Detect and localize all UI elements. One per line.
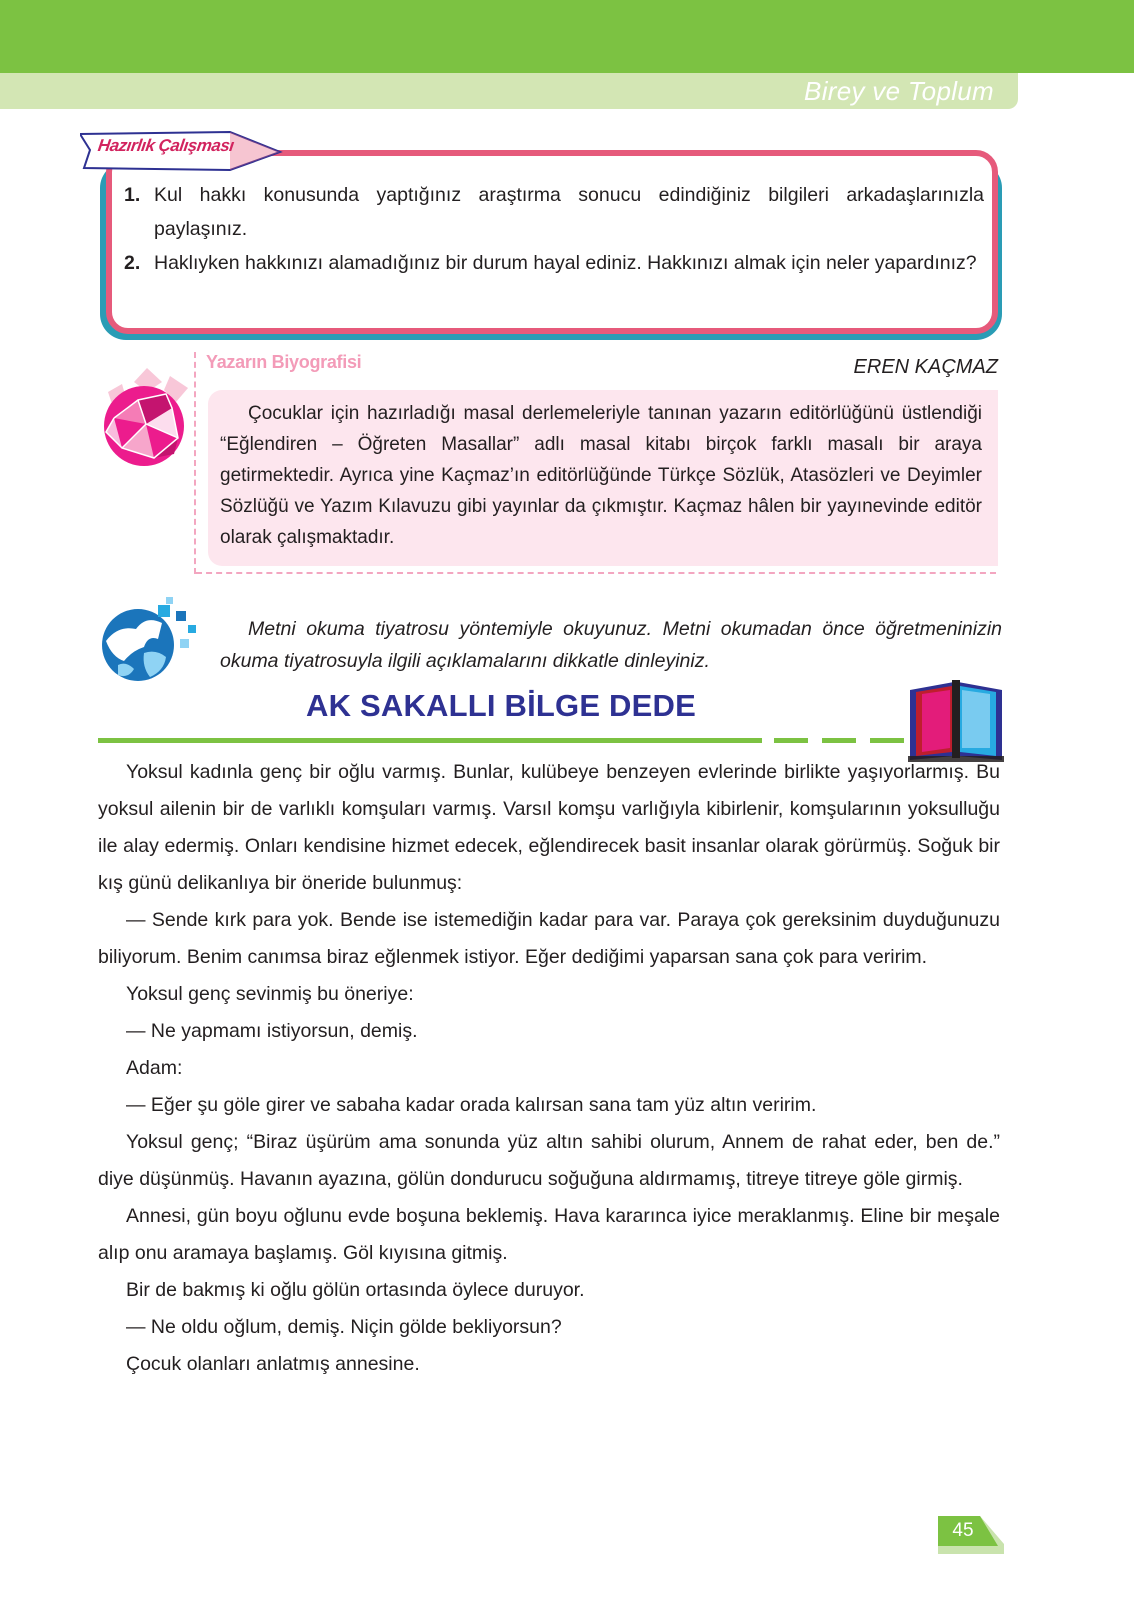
story-paragraph: Annesi, gün boyu oğlunu evde boşuna beklemiş. Hava kararınca iyice meraklanmış. Eline bir meşale alıp onu aramaya başlamış. Göl kıyısına gitmiş. [98, 1205, 1000, 1264]
story-paragraph: — Ne oldu oğlum, demiş. Niçin gölde bekliyorsun? [126, 1316, 562, 1338]
preparation-item [124, 246, 984, 280]
story-paragraph: Adam: [126, 1057, 183, 1079]
reading-instruction: Metni okuma tiyatrosu yöntemiyle okuyunuz. Metni okumadan önce öğretmeninizin okuma tiyatrosuyla ilgili açıklamalarını dikkatle dinleyiniz. [220, 618, 1002, 672]
preparation-item-number: 1. [124, 184, 141, 206]
title-dash [774, 738, 808, 743]
biography-text: Çocuklar için hazırladığı masal derlemeleriyle tanınan yazarın editörlüğünü üstlendiği “Eğlendiren – Öğreten Masallar” adlı masal kitabı birçok farklı masalı bir araya getirmektedir. Ayrıca yine Kaçmaz’ın editörlüğünde Türkçe Sözlük, Atasözleri ve Deyimler Sözlüğü ve Yazım Kılavuzu gibi yayınlar da çıkmıştır. Kaçmaz hâlen bir yayınevinde editör olarak çalışmaktadır. [220, 403, 982, 548]
preparation-item-text: Haklıyken hakkınızı alamadığınız bir durum hayal ediniz. Hakkınızı almak için neler yapardınız? [154, 252, 977, 274]
title-dash [870, 738, 904, 743]
story-paragraph: — Eğer şu göle girer ve sabaha kadar orada kalırsan sana tam yüz altın veririm. [126, 1094, 817, 1116]
story-paragraph: Yoksul genç sevinmiş bu öneriye: [126, 983, 414, 1005]
preparation-item-number: 2. [124, 252, 141, 274]
story-paragraph: — Ne yapmamı istiyorsun, demiş. [126, 1020, 418, 1042]
story-paragraph: Çocuk olanları anlatmış annesine. [126, 1353, 420, 1375]
story-paragraph: Yoksul kadınla genç bir oğlu varmış. Bunlar, kulübeye benzeyen evlerinde birlikte yaşıyorlarmış. Bu yoksul ailenin bir de varlıklı komşuları varmış. Varsıl komşu varlığıyla kibirlenir, komşularının yoksulluğu ile alay edermiş. Onları kendisine hizmet edecek, eğlendirecek basit insanlar olarak görürmüş. Soğuk bir kış günü delikanlıya bir öneride bulunmuş: [98, 761, 1000, 894]
story-body [98, 754, 1000, 1383]
title-underline [98, 738, 762, 743]
header-band [0, 0, 1134, 73]
biography-dashed-border [196, 572, 996, 574]
story-paragraph: — Sende kırk para yok. Bende ise istemediğin kadar para var. Paraya çok gereksinim duyduğunuzu biliyorum. Benim canımsa biraz eğlenmek istiyor. Eğer dediğimi yaparsan sana çok para veririm. [98, 909, 1000, 968]
preparation-label: Hazırlık Çalışması [96, 136, 235, 155]
story-paragraph: Yoksul genç; “Biraz üşürüm ama sonunda yüz altın sahibi olurum, Annem de rahat eder, ben de.” diye düşünmüş. Havanın ayazına, gölün dondurucu soğuğuna aldırmamış, titreye titreye göle girmiş. [98, 1131, 1000, 1190]
preparation-item-text: Kul hakkı konusunda yaptığınız araştırma sonucu edindiğiniz bilgileri arkadaşlarınızla paylaşınız. [154, 184, 984, 240]
preparation-item [124, 178, 984, 246]
preparation-list [124, 178, 984, 280]
open-book-icon [908, 676, 1004, 762]
puzzle-globe-icon [96, 595, 206, 685]
biography-label: Yazarın Biyografisi [206, 352, 362, 372]
biography-globe-icon [92, 362, 202, 472]
story-paragraph: Bir de bakmış ki oğlu gölün ortasında öylece duruyor. [126, 1279, 585, 1301]
biography-author: EREN KAÇMAZ [853, 356, 998, 378]
page-number: 45 [952, 1520, 974, 1541]
title-dash [822, 738, 856, 743]
story-title: AK SAKALLI BİLGE DEDE [306, 688, 696, 723]
unit-title: Birey ve Toplum [804, 76, 994, 106]
